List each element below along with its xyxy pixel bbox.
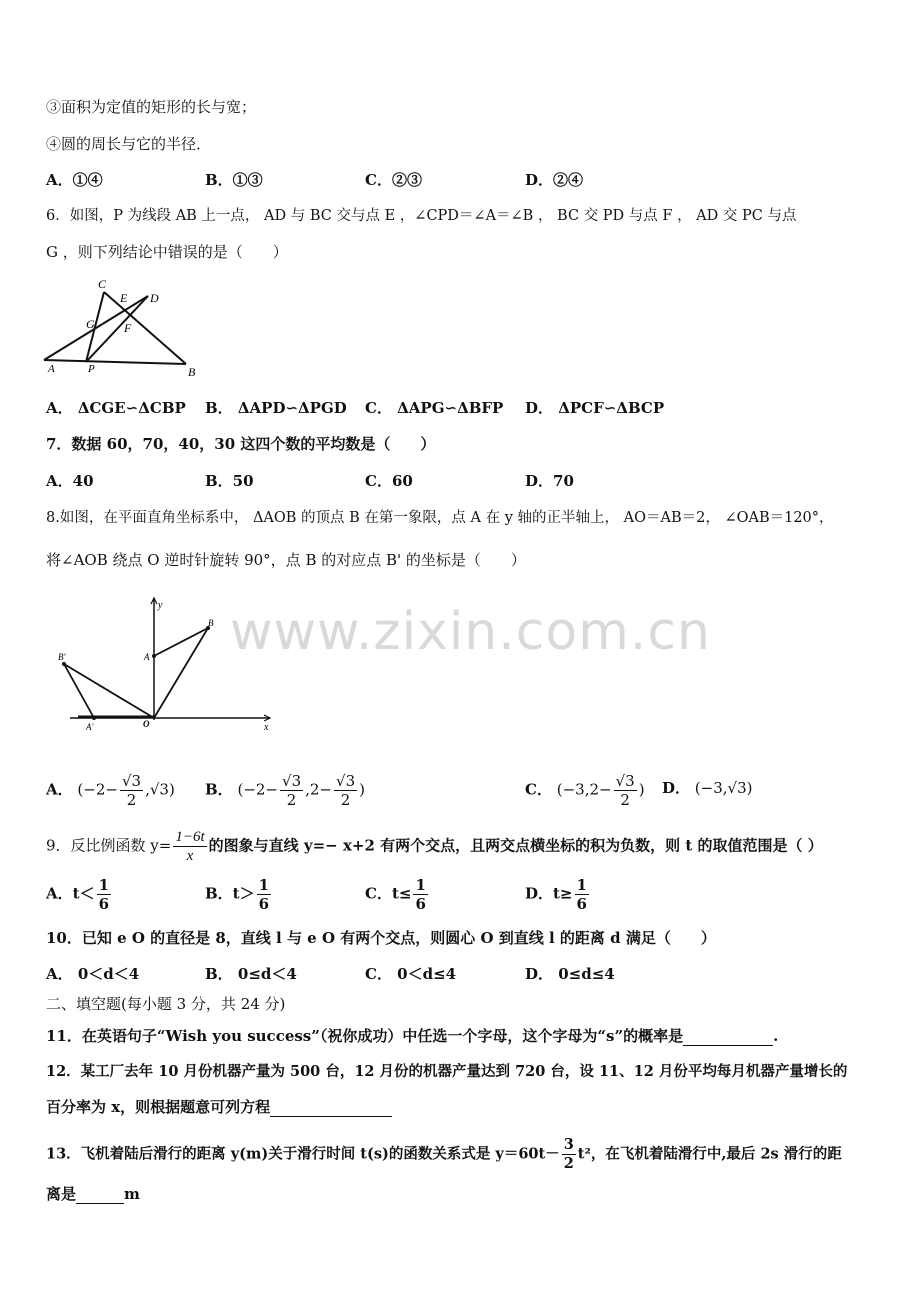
q9-option-b: B．t＞ $\frac{1}{6}$ [205,876,270,913]
q9-option-c: C．t≤ $\frac{1}{6}$ [365,876,426,913]
q7-stem: 7．数据 60，70，40，30 这四个数的平均数是（ ） [46,435,436,453]
label-a: A [48,363,55,375]
q12-stem-line1: 12．某工厂去年 10 月份机器产量为 500 台，12 月份的机器产量达到 720 台，设 11、12 月份平均每月机器产量增长的 [46,1063,848,1080]
q5-option-b: B．①③ [205,171,263,189]
label-a-prime: A' [86,722,94,732]
q8-figure [50,594,280,740]
q13-answer-blank[interactable] [76,1187,124,1204]
statement-4: ④圆的周长与它的半径． [46,135,212,153]
label-b: B [188,365,196,379]
label-c: C [98,277,107,291]
q6-stem-line1: 6．如图，P 为线段 AB 上一点， AD 与 BC 交与点 E ，∠CPD＝∠A＝∠B ， BC 交 PD 与点 F ， AD 交 PC 与点 [46,208,797,224]
q8-option-d: D． (−3,√3) [662,779,753,797]
label-p: P [88,363,95,375]
q6-option-d: D． ΔPCF∽ΔBCP [525,399,665,417]
q10-option-b: B． 0≤d＜4 [205,965,297,983]
label-b: B [208,618,214,628]
q6-figure [40,276,210,382]
label-b-prime: B' [58,652,66,662]
q11-answer-blank[interactable] [683,1045,773,1046]
label-o: O [143,719,150,729]
label-g: G [86,317,95,331]
q12-stem-line2: 百分率为 x，则根据题意可列方程 [46,1097,392,1117]
label-e: E [120,291,128,305]
q6-option-c: C． ΔAPG∽ΔBFP [365,399,504,417]
label-d: D [150,291,159,305]
q9-stem: 9．反比例函数 y= $\frac{1-6t}{x}$ 的图象与直线 y=− x+2 有两个交点，且两交点横坐标的积为负数，则 t 的取值范围是（ ） [46,829,823,864]
segment-ob-prime [64,664,154,718]
q8-stem-line2: 将∠AOB 绕点 O 逆时针旋转 90°，点 B 的对应点 B' 的坐标是（ ） [46,551,526,569]
segment-ab [44,360,186,364]
statement-3: ③面积为定值的矩形的长与宽； [46,98,257,116]
q8-option-b: B． (−2− $\frac{√3}{2}$ ,2− $\frac{√3}{2}$ ) [205,772,365,809]
q5-option-c: C．②③ [365,171,422,189]
q9-option-a: A．t＜ $\frac{1}{6}$ [46,876,110,913]
q6-option-a: A． ΔCGE∽ΔCBP [46,399,186,417]
q10-option-a: A． 0＜d＜4 [46,965,140,983]
q13-stem-line1: 13．飞机着陆后滑行的距离 y(m)关于滑行时间 t(s)的函数关系式是 y＝60t－ $\frac{3}{2}$ t²，在飞机着陆滑行中,最后 2s 滑行的距 [46,1136,842,1172]
label-x: x [264,722,269,733]
q9-option-d: D．t≥ $\frac{1}{6}$ [525,876,587,913]
q8-stem-line1: 8.如图，在平面直角坐标系中， ΔAOB 的顶点 B 在第一象限，点 A 在 y 轴的正半轴上， AO＝AB＝2， ∠OAB＝120°， [46,510,834,526]
label-f: F [124,321,132,335]
q5-option-a: A．①④ [46,171,103,189]
section-2-heading: 二、填空题(每小题 3 分，共 24 分) [46,995,286,1013]
q6-option-b: B． ΔAPD∽ΔPGD [205,399,347,417]
q5-option-d: D．②④ [525,171,584,189]
q7-option-d: D．70 [525,472,574,490]
label-a: A [144,652,150,662]
q8-option-c: C． (−3,2− $\frac{√3}{2}$ ) [525,772,645,809]
watermark: www.zixin.com.cn [230,602,711,662]
q6-stem-line2: G ，则下列结论中错误的是（ ） [46,243,288,261]
q11-stem: 11．在英语句子“Wish you success”（祝你成功）中任选一个字母，这个字母为“s”的概率是 . [46,1027,779,1045]
q7-option-b: B．50 [205,472,254,490]
q13-stem-line2: 离是 m [46,1185,140,1203]
q12-answer-blank[interactable] [270,1100,392,1117]
q7-option-c: C．60 [365,472,413,490]
segment-bc [104,292,186,364]
q10-option-d: D． 0≤d≤4 [525,965,615,983]
q7-option-a: A．40 [46,472,94,490]
label-y: y [158,600,163,611]
q10-option-c: C． 0＜d≤4 [365,965,457,983]
q8-option-a: A． (−2− $\frac{√3}{2}$ ,√3) [46,772,175,809]
q10-stem: 10．已知 e O 的直径是 8，直线 l 与 e O 有两个交点，则圆心 O 到直线 l 的距离 d 满足（ ） [46,929,716,947]
